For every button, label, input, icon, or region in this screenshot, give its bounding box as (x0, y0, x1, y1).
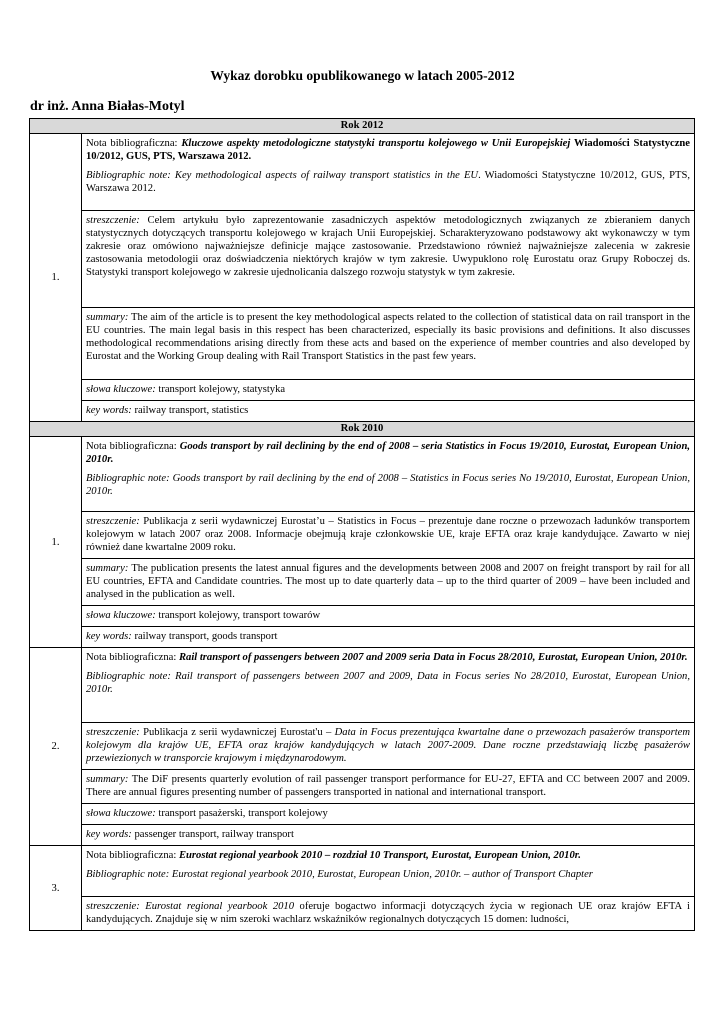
pub-subrow (30, 770, 695, 804)
year-label-2010: Rok 2010 (30, 422, 695, 437)
keywords-pl: słowa kluczowe: transport kolejowy, transport towarów (82, 606, 695, 627)
abstract-en: summary: The publication presents the latest annual figures and the developments between 2008 and 2007 on freight transport by rail for all EU countries, EFTA and Candidate countries. The most up to date quarterly data – up to the third quarter of 2009 – have been included and analysed in the publication as well. (82, 559, 695, 606)
pub-number: 3. (30, 846, 82, 931)
keywords-en: key words: railway transport, statistics (82, 401, 695, 422)
pub-number: 1. (30, 134, 82, 422)
pub-subrow (30, 723, 695, 770)
year-row-2012 (30, 119, 695, 134)
keywords-en: key words: passenger transport, railway transport (82, 825, 695, 846)
bibliographic-note: Nota bibliograficzna: Rail transport of passengers between 2007 and 2009 seria Data in Focus 28/2010, Eurostat, European Union, 2010r. Bibliographic note: Rail transport of passengers between 2007 and 2009, Data in Focus series No 28/2010, Eurostat, European Union, 2010r. (82, 648, 695, 723)
abstract-pl: streszczenie: Celem artykułu było zaprezentowanie zasadniczych aspektów metodologicznych związanych ze zbieraniem danych statystycznych dotyczących transportu kolejowego w krajach Unii Europejskiej. Scharakteryzowano podstawowy akt wykonawczy w tym zakresie oraz omówiono najważniejsze definicje mające zastosowanie. Przedstawiono również najważniejsze zalecenia w zakresie zastosowania metodologii oraz doświadczenia niektórych krajów w tym zakresie. Uwypuklono rolę Eurostatu oraz Grupy Roboczej ds. Statystyki transport kolejowego w zakresie ujednolicania dalszego rozwoju statystyk w tym zakresie. (82, 211, 695, 308)
pub-row (30, 437, 695, 512)
pub-subrow (30, 308, 695, 380)
pub-subrow (30, 897, 695, 931)
bibliographic-note: Nota bibliograficzna: Goods transport by rail declining by the end of 2008 – seria Statistics in Focus 19/2010, Eurostat, European Union, 2010r. Bibliographic note: Goods transport by rail declining by the end of 2008 – Statistics in Focus series No 19/2010, Eurostat, European Union, 2010r. (82, 437, 695, 512)
pub-subrow (30, 627, 695, 648)
abstract-en: summary: The aim of the article is to present the key methodological aspects related to the collection of statistical data on rail transport in the EU countries. The main legal basis in this respect has been characterized, especially its basic provisions and definitions. It also discusses methodological recommendations arising directly from these acts and based on the experience of member countries and also developed by Eurostat and the Working Group dealing with Rail Transport Statistics in the past few years. (82, 308, 695, 380)
pub-subrow (30, 401, 695, 422)
pub-row (30, 846, 695, 897)
pub-subrow (30, 512, 695, 559)
page-title: Wykaz dorobku opublikowanego w latach 2005-2012 (210, 68, 515, 83)
abstract-en: summary: The DiF presents quarterly evolution of rail passenger transport performance for EU-27, EFTA and CC between 2007 and 2009. There are annual figures presenting number of passengers transported in national and international transport. (82, 770, 695, 804)
keywords-pl: słowa kluczowe: transport kolejowy, statystyka (82, 380, 695, 401)
abstract-pl: streszczenie: Publikacja z serii wydawniczej Eurostat'u – Data in Focus prezentująca kwartalne dane o przewozach pasażerów transportem kolejowym dla krajów UE, EFTA oraz krajów kandydujących w latach 2007-2009. Dane roczne przedstawiają liczbę pasażerów przewiezionych w transporcie krajowym i międzynarodowym. (82, 723, 695, 770)
publications-table (29, 118, 695, 931)
abstract-pl: streszczenie: Publikacja z serii wydawniczej Eurostat’u – Statistics in Focus – prezentuje dane roczne o przewozach ładunków transportem kolejowym w latach 2007 oraz 2008. Informacje obejmują kraje członkowskie UE, kraje EFTA oraz kraje kandydujące. Zawarto w niej również dane kwartalne 2009 roku. (82, 512, 695, 559)
bibliographic-note: Nota bibliograficzna: Kluczowe aspekty metodologiczne statystyki transportu kolejowego w Unii Europejskiej Wiadomości Statystyczne 10/2012, GUS, PTS, Warszawa 2012. Bibliographic note: Key methodological aspects of railway transport statistics in the EU. Wiadomości Statystyczne 10/2012, GUS, PTS, Warszawa 2012. (82, 134, 695, 211)
pub-subrow (30, 804, 695, 825)
pub-subrow (30, 606, 695, 627)
pub-number: 2. (30, 648, 82, 846)
pub-subrow (30, 559, 695, 606)
pub-subrow (30, 380, 695, 401)
author-name: dr inż. Anna Białas-Motyl (30, 99, 185, 114)
pub-row (30, 648, 695, 723)
abstract-pl: streszczenie: Eurostat regional yearbook 2010 oferuje bogactwo informacji dotyczących życia w regionach UE oraz krajów EFTA i kandydujących. Znajduje się w nim szeroki wachlarz wskaźników regionalnych dotyczących 15 domen: ludności, (82, 897, 695, 931)
pub-number: 1. (30, 437, 82, 648)
pub-subrow (30, 825, 695, 846)
bibliographic-note: Nota bibliograficzna: Eurostat regional yearbook 2010 – rozdział 10 Transport, Eurostat, European Union, 2010r. Bibliographic note: Eurostat regional yearbook 2010, Eurostat, European Union, 2010r. – author of Transport Chapter (82, 846, 695, 897)
pub-row (30, 134, 695, 211)
pub-subrow (30, 211, 695, 308)
keywords-pl: słowa kluczowe: transport pasażerski, transport kolejowy (82, 804, 695, 825)
keywords-en: key words: railway transport, goods transport (82, 627, 695, 648)
year-label-2012: Rok 2012 (30, 119, 695, 134)
year-row-2010 (30, 422, 695, 437)
